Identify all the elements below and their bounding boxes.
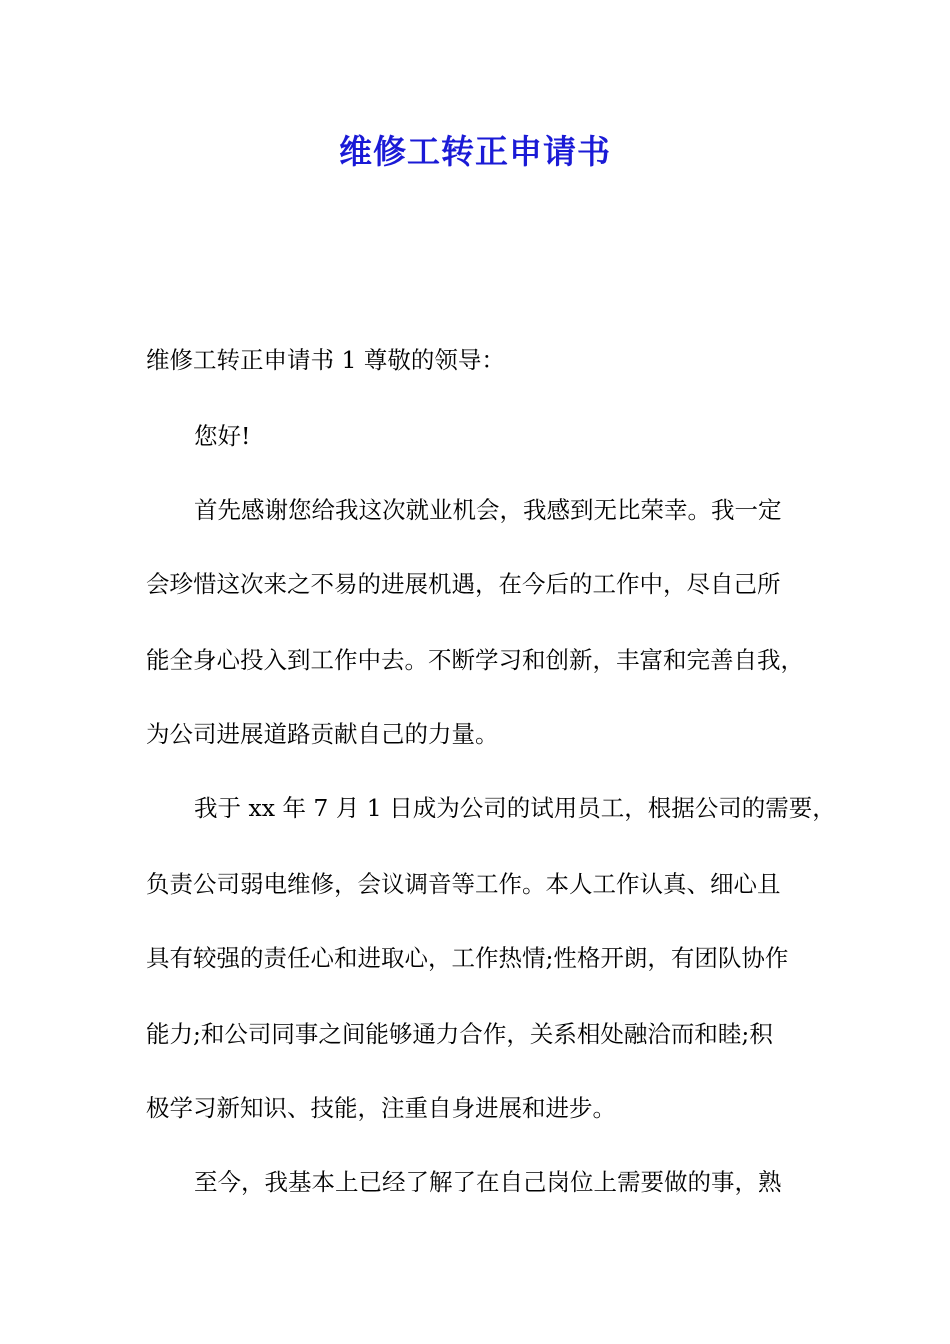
- paragraph-1-line-4: 为公司进展道路贡献自己的力量。: [146, 720, 499, 748]
- paragraph-2-line-1: 我于 xx 年 7 月 1 日成为公司的试用员工，根据公司的需要，: [194, 794, 836, 822]
- paragraph-2-line-3: 具有较强的责任心和进取心，工作热情;性格开朗，有团队协作: [146, 944, 789, 972]
- greeting-line: 您好!: [194, 422, 251, 450]
- paragraph-1-line-2: 会珍惜这次来之不易的进展机遇，在今后的工作中，尽自己所: [146, 570, 781, 598]
- paragraph-2-line-5: 极学习新知识、技能，注重自身进展和进步。: [146, 1094, 616, 1122]
- paragraph-3-line-1: 至今，我基本上已经了解了在自己岗位上需要做的事，熟: [194, 1168, 782, 1196]
- salutation-line: 维修工转正申请书 1 尊敬的领导：: [146, 346, 505, 374]
- paragraph-1-line-3: 能全身心投入到工作中去。不断学习和创新，丰富和完善自我，: [146, 646, 804, 674]
- paragraph-2-line-4: 能力;和公司同事之间能够通力合作，关系相处融洽而和睦;积: [146, 1020, 773, 1048]
- paragraph-2-line-2: 负责公司弱电维修，会议调音等工作。本人工作认真、细心且: [146, 870, 781, 898]
- paragraph-1-line-1: 首先感谢您给我这次就业机会，我感到无比荣幸。我一定: [194, 496, 782, 524]
- document-title: 维修工转正申请书: [339, 132, 611, 171]
